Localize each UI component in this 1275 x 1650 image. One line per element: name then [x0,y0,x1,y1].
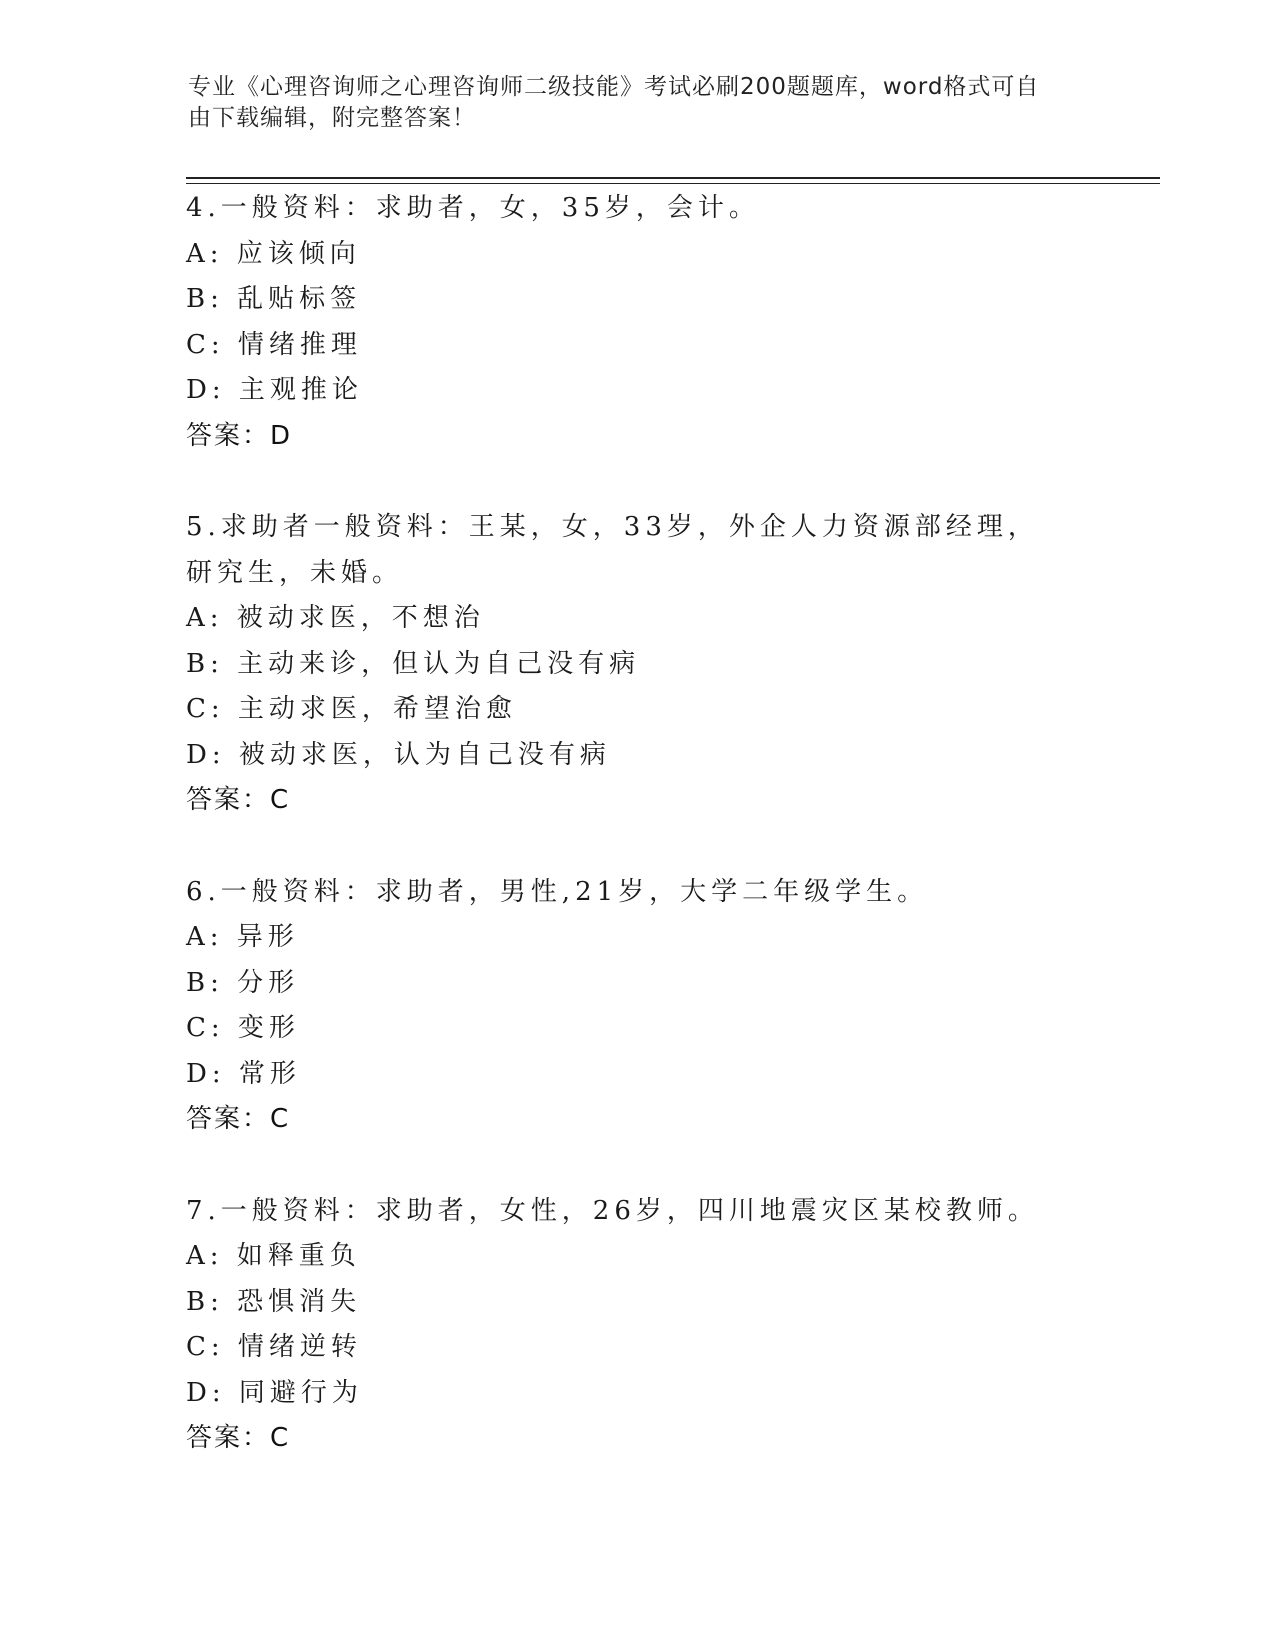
option-d: D: 被动求医，认为自己没有病 [186,739,611,770]
header-line-1: 专业《心理咨询师之心理咨询师二级技能》考试必刷200题题库，word格式可自 [188,74,1040,100]
answer: 答案：C [186,785,291,815]
option-c: C: 情绪推理 [186,329,362,360]
option-b: B: 主动来诊，但认为自己没有病 [186,648,641,679]
header-divider-thick [186,177,1160,179]
answer: 答案：C [186,1104,291,1134]
option-a: A: 被动求医，不想治 [186,603,485,633]
option-a: A: 异形 [186,922,299,952]
option-d: D: 常形 [186,1058,301,1089]
question-text: 6.一般资料：求助者，男性,21岁，大学二年级学生。 [186,876,929,907]
question-7 [186,1189,1086,1462]
question-6 [186,870,1086,1143]
option-b: B: 恐惧消失 [186,1286,362,1317]
header-divider-thin [186,183,1160,184]
answer: 答案：D [186,420,293,451]
option-d: D: 主观推论 [186,375,363,405]
question-list [186,186,1086,1508]
option-c: C: 情绪逆转 [186,1332,362,1362]
question-4 [186,186,1086,459]
option-d: D: 同避行为 [186,1377,363,1408]
question-text: 4.一般资料：求助者，女，35岁，会计。 [186,193,760,223]
option-b: B: 分形 [186,967,300,998]
option-c: C: 变形 [186,1013,300,1043]
header-line-2: 由下载编辑，附完整答案！ [188,105,476,131]
question-text: 7.一般资料：求助者，女性，26岁，四川地震灾区某校教师。 [186,1195,1039,1226]
option-a: A: 应该倾向 [186,238,361,269]
answer: 答案：C [186,1423,291,1453]
option-c: C: 主动求医，希望治愈 [186,694,517,724]
question-text: 5.求助者一般资料：王某，女，33岁，外企人力资源部经理，研究生，未婚。 [186,512,1039,588]
option-a: A: 如释重负 [186,1241,361,1271]
question-5 [186,505,1086,824]
option-b: B: 乱贴标签 [186,284,362,314]
document-header [188,72,1068,134]
